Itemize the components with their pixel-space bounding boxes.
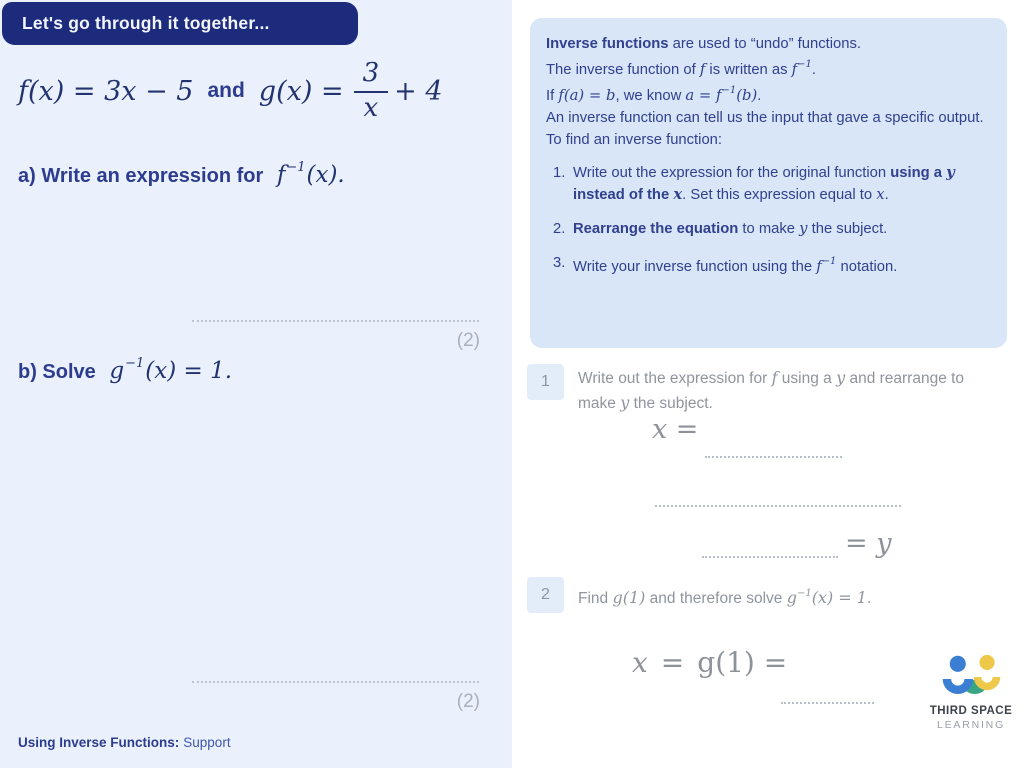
math-fragment: y	[799, 219, 808, 237]
math-fragment: y	[620, 393, 630, 412]
text-fragment: .	[811, 61, 816, 78]
text-fragment: to make	[738, 220, 800, 237]
info-line-4: An inverse function can tell us the input that gave a specific output.	[546, 109, 984, 126]
step-number: 2.	[553, 220, 566, 237]
math-fragment: f	[816, 257, 822, 275]
equation-x-equals: x =	[652, 414, 699, 445]
text-fragment: the subject.	[629, 395, 713, 412]
text-fragment: .	[866, 590, 872, 608]
work-answer-line-4	[781, 702, 874, 704]
text-fragment: is written as	[705, 61, 792, 78]
info-line-2	[546, 55, 991, 81]
function-g-lhs: g(x) =	[258, 75, 344, 107]
marks-a: (2)	[456, 330, 480, 351]
text-fragment: Write out the expression for	[578, 370, 772, 387]
math-exponent: −1	[286, 160, 306, 176]
equation-equals-y: = y	[845, 528, 892, 559]
text-fragment: using a	[890, 164, 947, 181]
math-fragment: x	[632, 646, 648, 679]
text-fragment: .	[884, 186, 889, 203]
support-panel	[512, 0, 1024, 768]
math-exponent: −1	[125, 356, 145, 372]
header-badge	[2, 2, 358, 45]
math-fragment: g(1) =	[697, 646, 788, 679]
work-answer-line-1	[705, 456, 842, 458]
equation-x-equals-g1	[632, 646, 787, 679]
step-number: 3.	[553, 254, 566, 271]
fraction-denominator: x	[363, 92, 379, 123]
fraction-3-over-x	[354, 60, 389, 122]
math-base: f	[276, 162, 286, 188]
work-answer-line-3	[702, 556, 838, 558]
math-exponent: −1	[721, 84, 737, 96]
work-step-1-badge: 1	[527, 364, 564, 400]
info-line-1	[546, 33, 991, 55]
math-fragment: f	[771, 368, 778, 387]
info-line-1-rest: are used to “undo” functions.	[668, 36, 861, 52]
math-fragment: f(a) = b	[558, 86, 616, 104]
answer-line-b	[192, 681, 479, 683]
info-line-5: To find an inverse function:	[546, 131, 723, 148]
step-text	[573, 218, 991, 240]
math-exponent: −1	[797, 59, 812, 70]
math-fragment: y	[946, 163, 955, 181]
text-fragment: Write out the expression for the original function	[573, 164, 891, 181]
work-step-2-instruction	[578, 583, 1010, 611]
logo-text-line-1: THIRD SPACE	[929, 705, 1013, 717]
text-fragment: Rearrange the equation	[573, 220, 739, 237]
text-fragment: and rearrange to make	[578, 370, 965, 412]
text-fragment: The inverse function of	[546, 61, 700, 78]
header-title: Let's go through it together...	[22, 13, 270, 33]
question-a-text: a) Write an expression for	[18, 165, 264, 187]
math-base: g	[109, 358, 125, 384]
logo-people-icon	[937, 655, 1005, 701]
method-step-3	[553, 252, 991, 278]
math-exponent: −1	[821, 255, 837, 267]
logo-text-line-2: LEARNING	[936, 719, 1006, 731]
step-text	[573, 252, 991, 278]
math-tail: (x).	[306, 162, 345, 188]
math-fragment: f	[699, 60, 706, 78]
math-fragment: (b)	[736, 86, 758, 104]
function-f: f(x) = 3x − 5	[18, 75, 194, 107]
info-line-1-bold: Inverse functions	[546, 36, 669, 52]
text-fragment: the subject.	[807, 220, 888, 237]
math-fragment: f	[791, 60, 798, 78]
answer-line-a	[192, 320, 479, 322]
math-fragment: y	[836, 368, 846, 387]
footer-level: Support	[183, 735, 231, 750]
text-fragment: . Set this expression equal to	[682, 186, 877, 203]
math-exponent: −1	[796, 588, 812, 599]
method-step-2	[553, 218, 991, 240]
and-word: and	[207, 79, 245, 102]
question-b	[18, 358, 232, 384]
text-fragment: notation.	[836, 258, 898, 275]
footer-topic: Using Inverse Functions:	[18, 735, 180, 750]
math-fragment: g	[786, 588, 797, 608]
question-b-text: b) Solve	[18, 361, 96, 383]
info-box	[530, 18, 1007, 348]
math-fragment: x	[876, 185, 885, 203]
math-tail: (x) = 1.	[145, 358, 233, 384]
info-line-3	[546, 81, 991, 107]
third-space-learning-logo	[923, 655, 1019, 731]
step-number: 1.	[553, 164, 566, 181]
given-functions	[18, 50, 443, 132]
marks-b: (2)	[456, 691, 480, 712]
text-fragment: Find	[578, 590, 613, 608]
work-answer-line-2	[655, 505, 901, 507]
text-fragment: , we know	[615, 87, 686, 104]
math-fragment: g(1)	[612, 588, 646, 608]
fraction-numerator: 3	[354, 60, 389, 92]
text-fragment: Write your inverse function using the	[573, 258, 817, 275]
slide-footer	[18, 735, 231, 750]
question-a	[18, 162, 345, 188]
function-g-tail: + 4	[394, 75, 443, 107]
text-fragment: using a	[777, 370, 837, 387]
math-fragment: a = f	[685, 86, 722, 104]
question-b-math	[109, 358, 232, 384]
text-fragment: and therefore solve	[645, 590, 787, 608]
math-fragment: x	[673, 185, 683, 203]
text-fragment: .	[757, 87, 762, 104]
step-text	[573, 162, 991, 206]
text-fragment: instead of the	[573, 186, 674, 203]
method-step-1	[553, 162, 991, 206]
math-fragment: (x) = 1	[811, 588, 867, 608]
math-fragment: =	[660, 646, 685, 679]
question-a-math	[277, 162, 345, 188]
method-steps-list	[546, 162, 991, 278]
text-fragment: If	[546, 87, 559, 104]
work-step-1-instruction	[578, 366, 996, 416]
work-step-2-badge: 2	[527, 577, 564, 613]
